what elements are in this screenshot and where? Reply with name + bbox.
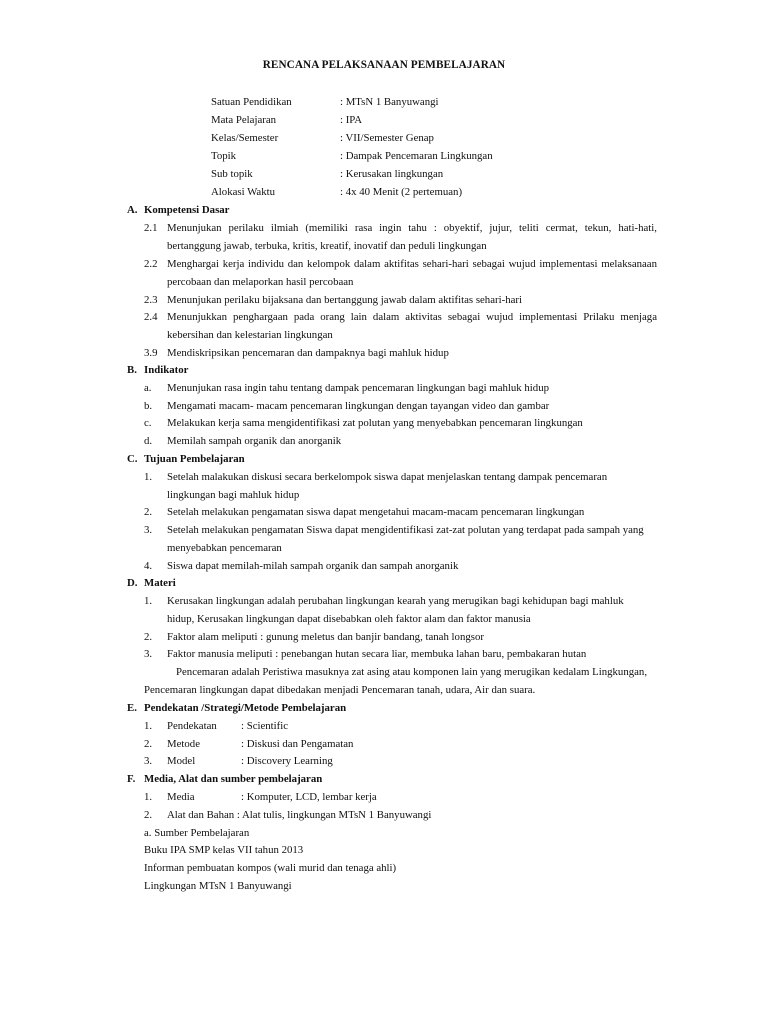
tujuan-text-continued: lingkungan bagi mahluk hidup: [167, 489, 300, 501]
pendekatan-number: 2.: [144, 738, 153, 750]
media-number: 2.: [144, 809, 153, 821]
kd-text: Menunjukan perilaku ilmiah (memiliki rasa ingin tahu : obyektif, jujur, teliti cermat, tekun, hati-hati,: [167, 222, 657, 234]
sumber-heading: a. Sumber Pembelajaran: [144, 827, 250, 839]
materi-paragraph-continued: Pencemaran lingkungan dapat dibedakan menjadi Pencemaran tanah, udara, Air dan suara.: [144, 684, 536, 696]
section-title: Media, Alat dan sumber pembelajaran: [144, 773, 323, 785]
kd-text-continued: kebersihan dan kelestarian lingkungan: [167, 329, 333, 341]
kd-number: 2.2: [144, 258, 158, 270]
identity-row: [211, 93, 439, 111]
kd-number: 2.1: [144, 222, 158, 234]
section-letter: A.: [127, 204, 138, 216]
indikator-letter: a.: [144, 382, 152, 394]
tujuan-number: 2.: [144, 506, 153, 518]
materi-text: Kerusakan lingkungan adalah perubahan lingkungan kearah yang merugikan bagi kehidupan bagi mahluk: [167, 595, 624, 607]
sumber-item: Informan pembuatan kompos (wali murid dan tenaga ahli): [144, 862, 397, 874]
section-letter: C.: [127, 453, 138, 465]
media-row: [167, 788, 377, 806]
tujuan-text: Siswa dapat memilah-milah sampah organik dan sampah anorganik: [167, 560, 459, 572]
pendekatan-number: 3.: [144, 755, 153, 767]
identity-row: [211, 183, 462, 201]
materi-number: 3.: [144, 648, 153, 660]
tujuan-number: 1.: [144, 471, 153, 483]
media-number: 1.: [144, 791, 153, 803]
media-row: [167, 806, 431, 824]
tujuan-text: Setelah malakukan diskusi secara berkelompok siswa dapat menjelaskan tentang dampak pencemaran: [167, 471, 608, 483]
document-title: RENCANA PELAKSANAAN PEMBELAJARAN: [262, 59, 506, 71]
kd-text: Menunjukan perilaku bijaksana dan bertanggung jawab dalam aktifitas sehari-hari: [167, 294, 522, 306]
tujuan-number: 4.: [144, 560, 153, 572]
tujuan-text: Setelah melakukan pengamatan Siswa dapat mengidentifikasi zat-zat polutan yang terdapat pada sampah yang: [167, 524, 644, 536]
identity-key: Alokasi Waktu: [211, 186, 276, 198]
media-value: : Komputer, LCD, lembar kerja: [241, 791, 377, 803]
pendekatan-key: Pendekatan: [167, 720, 217, 732]
pendekatan-row: [167, 717, 288, 735]
materi-paragraph: Pencemaran adalah Peristiwa masuknya zat asing atau komponen lain yang merugikan kedalam Lingkungan,: [176, 666, 648, 678]
section-heading-pendekatan: [127, 699, 346, 717]
indikator-letter: b.: [144, 400, 153, 412]
materi-text-continued: hidup, Kerusakan lingkungan dapat disebabkan oleh faktor alam dan faktor manusia: [167, 613, 531, 625]
section-title: Pendekatan /Strategi/Metode Pembelajaran: [144, 702, 347, 714]
identity-row: [211, 147, 493, 165]
identity-row: [211, 111, 362, 129]
pendekatan-value: : Discovery Learning: [241, 755, 333, 767]
section-letter: F.: [127, 773, 136, 785]
sumber-item: Lingkungan MTsN 1 Banyuwangi: [144, 880, 292, 892]
section-title: Tujuan Pembelajaran: [144, 453, 245, 465]
media-key: Media: [167, 791, 195, 803]
kd-number: 3.9: [144, 347, 158, 359]
sumber-item: Buku IPA SMP kelas VII tahun 2013: [144, 844, 304, 856]
tujuan-number: 3.: [144, 524, 153, 536]
kd-text: Menghargai kerja individu dan kelompok dalam aktifitas sehari-hari sebagai wujud implementasi melaksanaan: [167, 258, 657, 270]
pendekatan-value: : Scientific: [241, 720, 289, 732]
indikator-letter: d.: [144, 435, 153, 447]
media-key: Alat dan Bahan: [167, 809, 235, 821]
section-heading-kompetensi-dasar: [127, 201, 229, 219]
identity-row: [211, 129, 434, 147]
section-letter: D.: [127, 577, 138, 589]
identity-key: Satuan Pendidikan: [211, 96, 292, 108]
section-heading-indikator: [127, 361, 188, 379]
materi-text: Faktor alam meliputi : gunung meletus dan banjir bandang, tanah longsor: [167, 631, 484, 643]
section-heading-materi: [127, 574, 176, 592]
kd-number: 2.3: [144, 294, 158, 306]
kd-text-continued: bertanggung jawab, terbuka, kritis, kreatif, inovatif dan peduli lingkungan: [167, 240, 487, 252]
section-title: Kompetensi Dasar: [144, 204, 230, 216]
section-heading-tujuan-pembelajaran: [127, 450, 245, 468]
pendekatan-number: 1.: [144, 720, 153, 732]
pendekatan-key: Model: [167, 755, 196, 767]
identity-key: Topik: [211, 150, 237, 162]
pendekatan-row: [167, 752, 333, 770]
identity-key: Kelas/Semester: [211, 132, 279, 144]
identity-value: : MTsN 1 Banyuwangi: [340, 96, 439, 108]
section-letter: B.: [127, 364, 137, 376]
pendekatan-row: [167, 735, 353, 753]
identity-value: : Dampak Pencemaran Lingkungan: [340, 150, 493, 162]
kd-text: Menunjukkan penghargaan pada orang lain dalam aktivitas sebagai wujud implementasi Prilaku menjaga: [167, 311, 657, 323]
indikator-text: Memilah sampah organik dan anorganik: [167, 435, 342, 447]
identity-value: : VII/Semester Genap: [340, 132, 434, 144]
section-title: Indikator: [144, 364, 189, 376]
materi-number: 2.: [144, 631, 153, 643]
identity-value: : IPA: [340, 114, 363, 126]
section-title: Materi: [144, 577, 176, 589]
indikator-text: Mengamati macam- macam pencemaran lingkungan dengan tayangan video dan gambar: [167, 400, 550, 412]
materi-text: Faktor manusia meliputi : penebangan hutan secara liar, membuka lahan baru, pembakaran hutan: [167, 648, 587, 660]
identity-key: Sub topik: [211, 168, 253, 180]
kd-text: Mendiskripsikan pencemaran dan dampaknya bagi mahluk hidup: [167, 347, 449, 359]
indikator-letter: c.: [144, 417, 152, 429]
section-heading-media: [127, 770, 322, 788]
media-value: : Alat tulis, lingkungan MTsN 1 Banyuwangi: [234, 809, 432, 821]
kd-number: 2.4: [144, 311, 158, 323]
tujuan-text: Setelah melakukan pengamatan siswa dapat mengetahui macam-macam pencemaran lingkungan: [167, 506, 585, 518]
tujuan-text-continued: menyebabkan pencemaran: [167, 542, 282, 554]
indikator-text: Menunjukan rasa ingin tahu tentang dampak pencemaran lingkungan bagi mahluk hidup: [167, 382, 549, 394]
kd-text-continued: percobaan dan melaporkan hasil percobaan: [167, 276, 354, 288]
identity-value: : 4x 40 Menit (2 pertemuan): [340, 186, 463, 198]
pendekatan-key: Metode: [167, 738, 200, 750]
pendekatan-value: : Diskusi dan Pengamatan: [241, 738, 354, 750]
materi-number: 1.: [144, 595, 153, 607]
section-letter: E.: [127, 702, 137, 714]
identity-key: Mata Pelajaran: [211, 114, 277, 126]
indikator-text: Melakukan kerja sama mengidentifikasi zat polutan yang menyebabkan pencemaran lingkungan: [167, 417, 583, 429]
identity-value: : Kerusakan lingkungan: [340, 168, 444, 180]
identity-row: [211, 165, 443, 183]
